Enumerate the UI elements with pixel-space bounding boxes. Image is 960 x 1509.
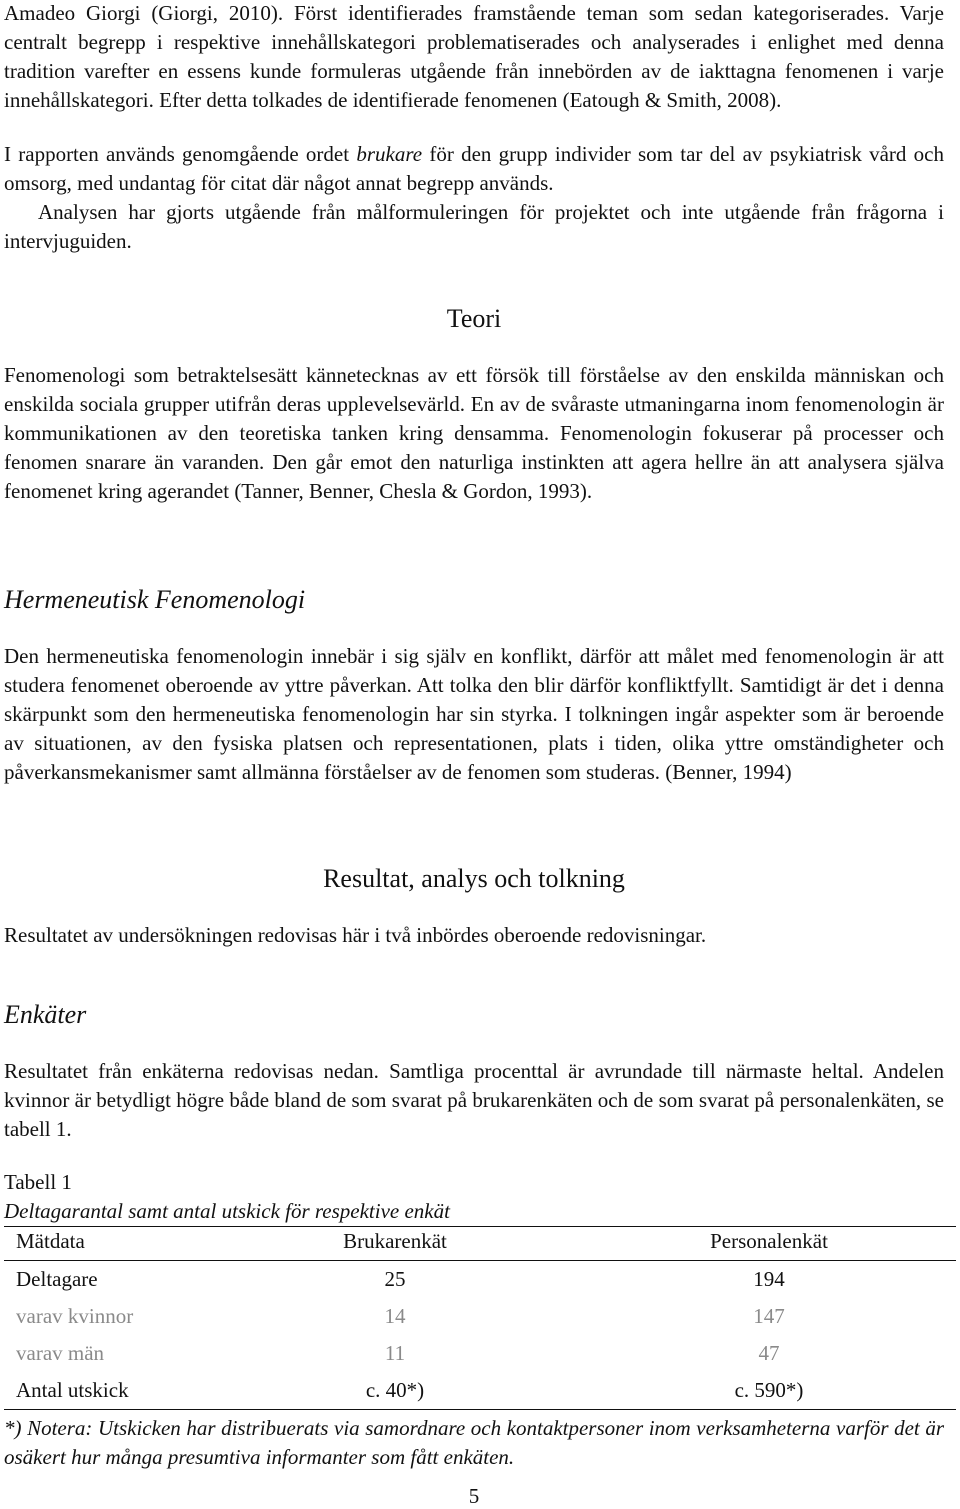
- heading-enkater: Enkäter: [4, 1000, 87, 1029]
- heading-teori: Teori: [446, 304, 502, 333]
- table-caption: Deltagarantal samt antal utskick för respektive enkät: [4, 1199, 450, 1223]
- resultat-body: Resultatet av undersökningen redovisas här i två inbördes oberoende redovisningar.: [4, 923, 707, 947]
- enkater-body: Resultatet från enkäterna redovisas nedan. Samtliga procenttal är avrundade till närmaste heltal. Andelen kvinnor är betydligt högre både bland de som svarat på brukarenkäten och de som svarat på personalenkäten, se tabell 1.: [4, 1059, 944, 1141]
- page-number: 5: [468, 1484, 480, 1508]
- table-row-utskick-label: Antal utskick: [16, 1378, 129, 1402]
- intro-paragraph-analysis: Analysen har gjorts utgående från målformuleringen för projektet och inte utgående från frågorna i intervjuguiden.: [4, 200, 944, 253]
- table-row-man-personal: 47: [758, 1341, 780, 1365]
- table-row-kvinnor-brukare: 14: [384, 1304, 406, 1328]
- terminology-italic-term: brukare: [356, 142, 423, 166]
- table-bottom-rule: [4, 1409, 956, 1410]
- table-row-deltagare-personal: 194: [753, 1267, 785, 1291]
- table-row-man-brukare: 11: [384, 1341, 406, 1365]
- table-row-kvinnor-label: varav kvinnor: [16, 1304, 134, 1328]
- heading-hermeneutisk-fenomenologi: Hermeneutisk Fenomenologi: [4, 585, 306, 614]
- table-footnote: *) Notera: Utskicken har distribuerats via samordnare och kontaktpersoner inom verksamheterna varför det är osäkert hur många presumtiva informanter som fått enkäten.: [4, 1416, 944, 1469]
- table-row-utskick-brukare: c. 40*): [365, 1378, 425, 1402]
- table-header-matdata: Mätdata: [16, 1229, 85, 1253]
- heading-resultat: Resultat, analys och tolkning: [323, 864, 625, 893]
- terminology-text-after: för den grupp individer som tar del av psykiatrisk vård och omsorg, med undantag för citat där något annat begrepp används.: [4, 142, 945, 195]
- table-header-personalenkat: Personalenkät: [710, 1229, 828, 1253]
- intro-paragraph-method: Amadeo Giorgi (Giorgi, 2010). Först identifierades framstående teman som sedan kategoriserades. Varje centralt begrepp i respektive innehållskategori problematiserades och analyserades i enlighet med denna tradition varefter en essens kunde formuleras utgående från innebörden av de iakttagna fenomenen i varje innehållskategori. Efter detta tolkades de identifierade fenomenen (Eatough & Smith, 2008).: [4, 1, 944, 112]
- intro-paragraph-terminology: [4, 140, 944, 198]
- table-row-deltagare-label: Deltagare: [16, 1267, 98, 1291]
- table-row-man-label: varav män: [16, 1341, 105, 1365]
- table-row-kvinnor-personal: 147: [753, 1304, 785, 1328]
- hermeneutisk-body: Den hermeneutiska fenomenologin innebär i sig själv en konflikt, därför att målet med fenomenologin är att studera fenomenet oberoende av yttre påverkan. Att tolka den blir därför konfliktfyllt. Samtidigt är det i denna skärpunkt som den hermeneutiska fenomenologin har sin styrka. I tolkningen ingår aspekter som är beroende av situationen, av den fysiska platsen och representationen, plats i tiden, olika yttre omständigheter och påverkansmekanismer samt allmänna förståelser av de fenomen som studeras. (Benner, 1994): [4, 644, 944, 784]
- table-header-brukarenkat: Brukarenkät: [343, 1229, 447, 1253]
- table-row-utskick-personal: c. 590*): [734, 1378, 804, 1402]
- teori-body: Fenomenologi som betraktelsesätt kännetecknas av ett försök till förståelse av den enskilda människan och enskilda sociala grupper utifrån deras upplevelsevärld. En av de svåraste utmaningarna inom fenomenologin är kommunikationen av den teoretiska tanken kring densamma. Fenomenologin fokuserar på processer och fenomen snarare än varanden. Den går emot den naturliga instinkten att agera hellre än att analysera själva fenomenet kring agerandet (Tanner, Benner, Chesla & Gordon, 1993).: [4, 363, 944, 503]
- table-top-rule: [4, 1226, 956, 1227]
- terminology-text-before: I rapporten används genomgående ordet: [4, 142, 357, 166]
- table-label: Tabell 1: [4, 1170, 72, 1194]
- table-header-rule: [4, 1260, 956, 1261]
- table-row-deltagare-brukare: 25: [384, 1267, 406, 1291]
